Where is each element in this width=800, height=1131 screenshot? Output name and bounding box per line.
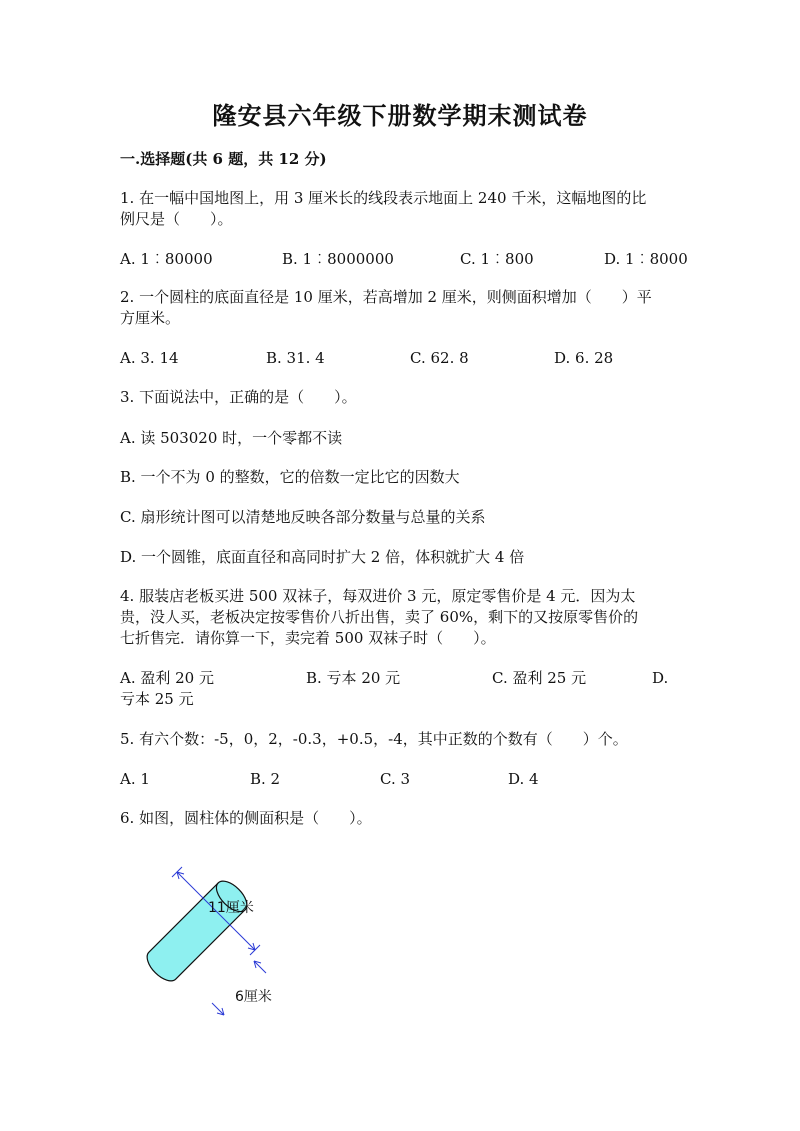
option-d[interactable]: D. — [652, 669, 669, 687]
option-a[interactable]: A. 1 — [120, 770, 150, 788]
question-2-stem — [120, 287, 680, 329]
diameter-label: 6厘米 — [235, 989, 272, 1005]
option-c[interactable]: C. 1︰800 — [460, 250, 534, 268]
question-1-options — [120, 249, 688, 270]
question-1-line-1: 1. 在一幅中国地图上，用 3 厘米长的线段表示地面上 240 千米，这幅地图的比 — [120, 189, 647, 207]
question-4-options — [120, 668, 680, 689]
option-c[interactable]: C. 3 — [380, 770, 411, 788]
option-a[interactable]: A. 1︰80000 — [120, 250, 213, 268]
page-title: 隆安县六年级下册数学期末测试卷 — [212, 101, 588, 130]
height-label: 11厘米 — [208, 900, 254, 916]
option-c[interactable]: C. 盈利 25 元 — [492, 669, 587, 687]
question-4-line-1: 4. 服装店老板买进 500 双袜子，每双进价 3 元，原定零售价是 4 元．因为太 — [120, 587, 636, 605]
question-4-stem — [120, 586, 680, 649]
question-2-line-2: 方厘米。 — [120, 309, 181, 327]
question-4-line-2: 贵，没人买，老板决定按零售价八折出售，卖了 60%，剩下的又按原零售价的 — [120, 608, 639, 626]
section-heading: 一.选择题(共 6 题，共 12 分) — [120, 150, 327, 168]
cylinder-diagram — [120, 862, 300, 1032]
question-6-stem: 6. 如图，圆柱体的侧面积是（ ）。 — [120, 809, 372, 827]
option-b[interactable]: B. 一个不为 0 的整数，它的倍数一定比它的因数大 — [120, 468, 460, 486]
question-5-options — [120, 769, 680, 790]
question-2-options — [120, 348, 680, 369]
question-2-line-1: 2. 一个圆柱的底面直径是 10 厘米，若高增加 2 厘米，则侧面积增加（ ）平 — [120, 288, 652, 306]
option-d-continued[interactable]: 亏本 25 元 — [120, 690, 194, 708]
option-a[interactable]: A. 盈利 20 元 — [120, 669, 214, 687]
option-d[interactable]: D. 6. 28 — [554, 349, 614, 367]
question-1-line-2: 例尺是（ ）。 — [120, 210, 233, 228]
question-3-stem: 3. 下面说法中，正确的是（ ）。 — [120, 388, 357, 406]
option-a[interactable]: A. 3. 14 — [120, 349, 179, 367]
option-c[interactable]: C. 扇形统计图可以清楚地反映各部分数量与总量的关系 — [120, 508, 486, 526]
option-b[interactable]: B. 31. 4 — [266, 349, 325, 367]
cylinder-figure — [120, 862, 300, 1032]
option-b[interactable]: B. 2 — [250, 770, 281, 788]
option-b[interactable]: B. 亏本 20 元 — [306, 669, 401, 687]
option-b[interactable]: B. 1︰8000000 — [282, 250, 394, 268]
question-1-stem — [120, 188, 680, 230]
diameter-dimension-line — [212, 961, 266, 1015]
option-c[interactable]: C. 62. 8 — [410, 349, 469, 367]
option-d[interactable]: D. 1︰8000 — [604, 250, 688, 268]
question-5-stem: 5. 有六个数：-5，0，2，-0.3，+0.5，-4，其中正数的个数有（ ）个。 — [120, 730, 628, 748]
option-d[interactable]: D. 4 — [508, 770, 539, 788]
option-d[interactable]: D. 一个圆锥，底面直径和高同时扩大 2 倍，体积就扩大 4 倍 — [120, 548, 525, 566]
option-a[interactable]: A. 读 503020 时，一个零都不读 — [120, 429, 343, 447]
question-4-line-3: 七折售完．请你算一下，卖完着 500 双袜子时（ ）。 — [120, 629, 496, 647]
